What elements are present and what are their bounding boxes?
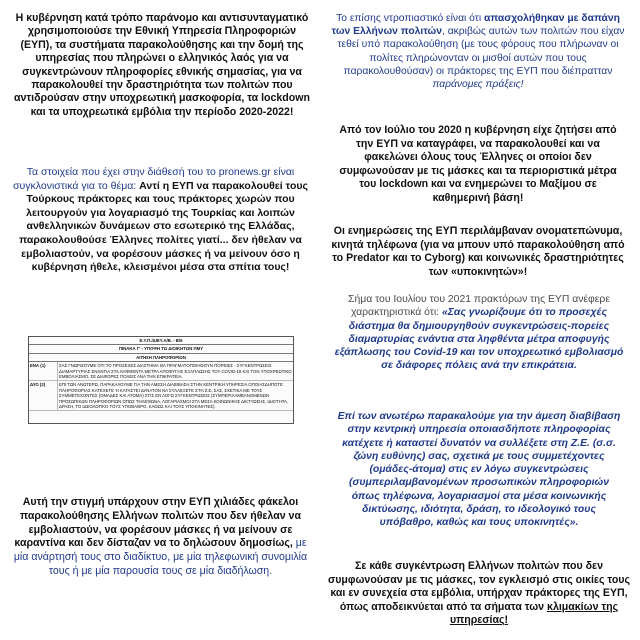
right-paragraph-1-c: , ακριβώς αυτών των πολιτών που είχαν τεθεί υπό παρακολούθηση (με τους φόρους που πλήρωναν οι πολίτες πληρώνονταν οι μισθοί αυτών που τους παρακολουθούσαν) οι πράκτορες της ΕΥΠ που διέπρατταν [337,26,625,77]
right-paragraph-3 [330,225,626,279]
document-header-1: Ε.Υ.Π./ΔΙΕΥ.Α/Β. - Β/6 [29,337,293,345]
document-row-value: ΣΑΣ ΓΝΩΡΙΖΟΥΜΕ ΟΤΙ ΤΟ ΠΡΟΣΕΧΕΣ ΔΙΑΣΤΗΜΑ ΘΑ ΠΡΑΓΜΑΤΟΠΟΙΗΘΟΥΝ ΠΟΡΕΙΕΣ - ΣΥΓΚΕΝΤΡΩΣΕΙΣ ΔΙΑΜΑΡΤΥΡΙΑΣ ΕΝΑΝΤΙΑ ΣΤΑ ΛΗΦΘΕΝΤΑ ΜΕΤΡΑ ΑΠΟΦΥΓΗΣ ΕΞΑΠΛΩΣΗΣ ΤΟΥ COVID-19 ΚΑΙ ΤΟΝ ΥΠΟΧΡΕΩΤΙΚΟ ΕΜΒΟΛΙΑΣΜΟ, ΣΕ ΔΙΑΦΟΡΕΣ ΠΟΛΕΙΣ ΑΝΑ ΤΗΝ ΕΠΙΚΡΑΤΕΙΑ. [59,363,292,380]
left-paragraph-2-bold: Αντί η ΕΥΠ να παρακολουθεί τους Τούρκους πράκτορες και τους πράκτορες χωρών που λειτουργούν για λογαριασμό της Τουρκίας και λοιπών ανθελληνικών δυνάμεων στο εσωτερικό της Ελλάδας, παρακολουθούσε Έλληνες πολίτες γιατί... δεν ήθελαν να εμβολιαστούν, να φορέσουν μάσκες ή να μείνουν όσο η κυβέρνηση ήθελε, κλεισμένοι μέσα στα σπίτια τους! [19,179,308,274]
left-paragraph-3 [8,496,313,579]
left-paragraph-2 [8,166,313,275]
right-paragraph-1 [330,12,626,91]
right-paragraph-2: Από τον Ιούλιο του 2020 η κυβέρνηση είχε ζητήσει από την ΕΥΠ να καταγράφει, να παρακολουθεί και να φακελώνει όλους τους Έλληνες οι οποίοι δεν συμφωνούσαν με τις μάσκες και τα περιοριστικά μέτρα του lockdown και να ενημερώνει το Μαξίμου σε καθημερινή βάση! [339,124,617,204]
document-excerpt-image [28,336,294,424]
right-paragraph-6-a: Σε κάθε συγκέντρωση Ελλήνων πολιτών που δεν συμφωνούσαν με τις μάσκες, τον εγκλεισμό στις οικίες τους και εν συνεχεία στα εμβόλια, υπήρχαν πράκτορες της ΕΥΠ, όπως αποδεικνύεται από τα σήματα των [328,560,630,613]
right-paragraph-1-b: απασχολήθηκαν με δαπάνη των Ελλήνων πολιτών [331,13,620,38]
document-row-key: ΔΥΟ (2) [29,381,58,410]
right-paragraph-4-quote: «Σας γνωρίζουμε ότι το προσεχές διάστημα θα δημιουργηθούν συγκεντρώσεις-πορείες διαμαρτυρίας ενάντια στα ληφθέντα μέτρα αποφυγής εξάπλωσης του Covid-19 και τον υποχρεωτικό εμβολιασμό σε διάφορες πόλεις ανά την επικράτεια. [334,307,624,372]
right-paragraph-4-a: Σήμα του Ιουλίου του 2021 πρακτόρων της ΕΥΠ ανέφερε χαρακτηριστικά ότι: [348,294,610,319]
right-paragraph-4 [334,293,624,373]
document-header-2: ΠΙΝΑΚΑ Γ' - ΥΠΟΨΗ ΤΩ ΔΙΟΙΚΗΤΩΝ ΠΜΥ [29,345,293,353]
left-paragraph-2-intro: Τα στοιχεία που έχει στην διάθεσή του το pronews.gr είναι συγκλονιστικά για το θέμα: [13,166,295,192]
right-paragraph-5: Επί των ανωτέρω παρακαλούμε για την άμεση διαβίβαση στην κεντρική υπηρεσία οποιασδήποτε πληροφορίας κατέχετε ή καταστεί δυνατόν να συλλέξετε στη Ζ.Ε. (σ.σ. ζώνη ευθύνης) σας, σχετικά με τους συμμετέχοντες (ομάδες-άτομα) στις εν λόγω συγκεντρώσεις (συμπεριλαμβανομένων προσωπικών πληροφοριών όπως τηλέφωνα, λογαριασμοί στα μέσα κοινωνικής δικτύωσης, ιδιότητα, δράση, το ιδεολογικό τους υπόβαθρο, καθώς και τους υποκινητές». [337,411,621,529]
document-row-value: ΕΠΙ ΤΩΝ ΑΝΩΤΕΡΩ, ΠΑΡΑΚΑΛΟΥΜΕ ΓΙΑ ΤΗΝ ΑΜΕΣΗ ΔΙΑΒΙΒΑΣΗ ΣΤΗΝ ΚΕΝΤΡΙΚΗ ΥΠΗΡΕΣΙΑ ΟΠΟΙΑΣΔΗΠΟΤΕ ΠΛΗΡΟΦΟΡΙΑΣ ΚΑΤΕΧΕΤΕ Ή ΚΑΤΑΣΤΕΙ ΔΥΝΑΤΟΝ ΝΑ ΣΥΛΛΕΞΕΤΕ ΣΤΗ Ζ.Ε. ΣΑΣ, ΣΧΕΤΙΚΑ ΜΕ ΤΟΥΣ ΣΥΜΜΕΤΕΧΟΝΤΕΣ (ΟΜΑΔΕΣ ΚΑΙ ΑΤΟΜΑ) ΣΤΙΣ ΕΝ ΛΟΓΩ ΣΥΓΚΕΝΤΡΩΣΕΙΣ (ΣΥΜΠΕΡΙΛΑΜΒΑΝΟΜΕΝΩΝ ΠΡΟΣΩΠΙΚΩΝ ΠΛΗΡΟΦΟΡΙΩΝ ΟΠΩΣ ΤΗΛΕΦΩΝΑ, ΛΟΓΑΡΙΑΣΜΟΙ ΣΤΑ ΜΕΣΑ ΚΟΙΝΩΝΙΚΗΣ ΔΙΚΤΥΩΣΗΣ, ΙΔΙΟΤΗΤΑ, ΔΡΑΣΗ, ΤΟ ΙΔΕΟΛΟΓΙΚΟ ΤΟΥΣ ΥΠΟΒΑΘΡΟ, ΚΑΘΩΣ ΚΑΙ ΤΟΥΣ ΥΠΟΚΙΝΗΤΕΣ). [59,382,289,410]
right-paragraph-1-d: παράνομες πράξεις! [432,79,524,91]
left-paragraph-3-bold: Αυτή την στιγμή υπάρχουν στην ΕΥΠ χιλιάδες φάκελοι παρακολούθησης Ελλήνων πολιτών που δεν ήθελαν να εμβολιαστούν, να φορέσουν μάσκες ή να μείνουν σε καραντίνα και δεν δίσταζαν να το δηλώσουν δημοσίως, [14,496,301,550]
right-paragraph-1-a: Το επίσης ντροπιαστικό είναι ότι [336,13,484,24]
document-row [29,381,293,411]
left-paragraph-1: Η κυβέρνηση κατά τρόπο παράνομο και αντισυνταγματικό χρησιμοποιούσε την Εθνική Υπηρεσία Πληροφοριών (ΕΥΠ), τα συστήματα παρακολούθησης και την δομή της υπηρεσίας που πληρώνει ο ελληνικός λαός για να συγκεντρώνουν πληροφορίες εθνικής σημασίας, για να παρακολουθεί την δραστηριότητα των πολιτών που αντιδρούσαν στην υποχρεωτική μασκοφορία, τα lockdown και τα υποχρεωτικά εμβόλια την περίοδο 2020-2022! [14,12,310,118]
right-paragraph-6-b: κλιμακίων της υπηρεσίας! [449,600,619,627]
document-header-3: ΑΙΤΗΣΗ ΠΛΗΡΟΦΟΡΙΩΝ [29,354,293,362]
right-paragraph-6 [326,560,632,628]
document-row [29,362,293,381]
document-row-key: ΕΝΑ (1) [29,362,58,380]
right-paragraph-3-b: «υποκινητών»! [450,265,528,278]
right-paragraph-3-a: Οι ενημερώσεις της ΕΥΠ περιλάμβαναν ονοματεπώνυμα, κινητά τηλέφωνα (για να μπουν υπό παρακολούθηση από το Predator και το Cyborg) και κοινωνικές δραστηριότητες των [331,225,625,278]
left-paragraph-3-rest: με μία ανάρτησή τους στο διαδίκτυο, με μία τηλεφωνική συνομιλία τους ή με μία παρουσία τους σε μία διαδήλωση. [13,537,308,577]
